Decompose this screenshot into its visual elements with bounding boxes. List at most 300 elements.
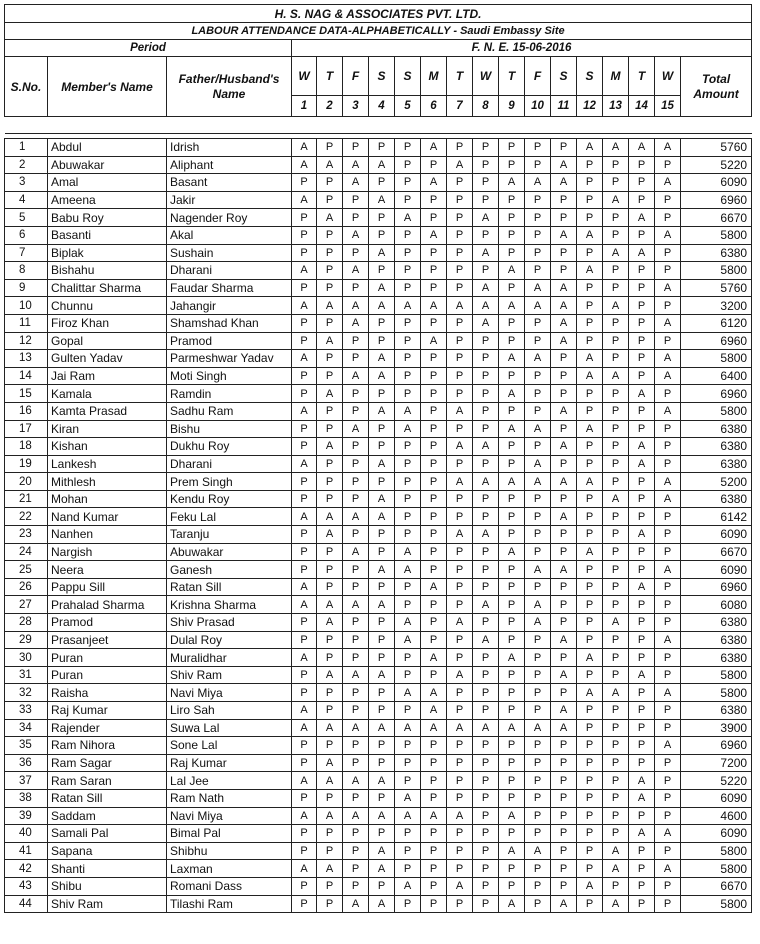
attendance-mark: P	[343, 191, 369, 209]
attendance-mark: A	[343, 420, 369, 438]
attendance-mark: P	[447, 508, 473, 526]
attendance-mark: P	[447, 737, 473, 755]
attendance-mark: P	[577, 825, 603, 843]
row-total-amount: 5200	[681, 473, 752, 491]
attendance-mark: P	[499, 490, 525, 508]
attendance-mark: A	[317, 754, 343, 772]
attendance-mark: P	[577, 561, 603, 579]
attendance-mark: P	[629, 420, 655, 438]
attendance-mark: A	[447, 297, 473, 315]
attendance-mark: P	[603, 578, 629, 596]
row-father-name: Bimal Pal	[167, 825, 292, 843]
attendance-mark: P	[629, 702, 655, 720]
attendance-mark: P	[603, 825, 629, 843]
attendance-mark: P	[473, 825, 499, 843]
attendance-mark: P	[603, 262, 629, 280]
attendance-mark: P	[447, 578, 473, 596]
attendance-mark: A	[551, 279, 577, 297]
attendance-mark: P	[317, 350, 343, 368]
attendance-mark: P	[629, 719, 655, 737]
attendance-mark: P	[421, 402, 447, 420]
attendance-mark: A	[655, 631, 681, 649]
attendance-mark: P	[551, 526, 577, 544]
attendance-mark: P	[343, 455, 369, 473]
row-member-name: Shanti	[48, 860, 167, 878]
row-member-name: Shiv Ram	[48, 895, 167, 913]
attendance-mark: A	[421, 702, 447, 720]
row-total-amount: 6080	[681, 596, 752, 614]
attendance-mark: A	[551, 719, 577, 737]
attendance-mark: P	[395, 772, 421, 790]
attendance-mark: A	[292, 191, 317, 209]
attendance-mark: P	[447, 420, 473, 438]
attendance-mark: A	[421, 226, 447, 244]
attendance-mark: P	[655, 578, 681, 596]
row-father-name: Sadhu Ram	[167, 402, 292, 420]
attendance-mark: P	[447, 244, 473, 262]
header-day-number: 6	[421, 96, 447, 117]
row-total-amount: 6960	[681, 191, 752, 209]
attendance-mark: P	[577, 156, 603, 174]
row-sno: 34	[5, 719, 48, 737]
attendance-mark: A	[317, 209, 343, 227]
attendance-mark: A	[629, 666, 655, 684]
attendance-mark: P	[629, 332, 655, 350]
attendance-mark: P	[292, 332, 317, 350]
attendance-mark: A	[473, 438, 499, 456]
table-row	[5, 614, 752, 632]
row-sno: 9	[5, 279, 48, 297]
attendance-mark: A	[655, 561, 681, 579]
row-sno: 5	[5, 209, 48, 227]
attendance-mark: P	[577, 772, 603, 790]
attendance-mark: P	[473, 895, 499, 913]
attendance-mark: A	[447, 402, 473, 420]
table-row	[5, 578, 752, 596]
attendance-mark: P	[629, 737, 655, 755]
attendance-mark: P	[603, 279, 629, 297]
row-sno: 44	[5, 895, 48, 913]
attendance-mark: P	[551, 543, 577, 561]
attendance-mark: A	[473, 631, 499, 649]
row-total-amount: 6380	[681, 649, 752, 667]
attendance-mark: A	[629, 455, 655, 473]
attendance-mark: A	[577, 139, 603, 157]
attendance-mark: P	[551, 262, 577, 280]
row-member-name: Gulten Yadav	[48, 350, 167, 368]
row-father-name: Prem Singh	[167, 473, 292, 491]
attendance-mark: P	[551, 420, 577, 438]
attendance-mark: P	[525, 209, 551, 227]
attendance-mark: P	[603, 314, 629, 332]
table-row	[5, 420, 752, 438]
attendance-mark: A	[551, 895, 577, 913]
table-row	[5, 789, 752, 807]
attendance-mark: P	[499, 789, 525, 807]
attendance-mark: P	[655, 842, 681, 860]
attendance-mark: P	[369, 702, 395, 720]
attendance-mark: A	[473, 297, 499, 315]
attendance-mark: P	[369, 754, 395, 772]
attendance-mark: A	[369, 156, 395, 174]
attendance-mark: P	[603, 156, 629, 174]
attendance-mark: P	[421, 614, 447, 632]
attendance-mark: A	[343, 508, 369, 526]
attendance-mark: A	[447, 473, 473, 491]
blank-separator	[5, 117, 752, 134]
attendance-mark: P	[577, 314, 603, 332]
attendance-mark: P	[421, 244, 447, 262]
attendance-mark: A	[369, 508, 395, 526]
attendance-mark: A	[473, 209, 499, 227]
attendance-mark: A	[629, 438, 655, 456]
attendance-mark: P	[473, 754, 499, 772]
attendance-mark: A	[447, 526, 473, 544]
row-member-name: Lankesh	[48, 455, 167, 473]
attendance-mark: P	[551, 596, 577, 614]
attendance-mark: A	[551, 508, 577, 526]
attendance-mark: A	[395, 297, 421, 315]
attendance-mark: A	[395, 807, 421, 825]
table-row	[5, 473, 752, 491]
attendance-mark: P	[369, 578, 395, 596]
header-weekday: T	[447, 57, 473, 96]
attendance-mark: A	[577, 262, 603, 280]
attendance-mark: P	[499, 737, 525, 755]
attendance-mark: P	[629, 473, 655, 491]
attendance-mark: P	[292, 684, 317, 702]
attendance-mark: P	[577, 702, 603, 720]
attendance-mark: P	[525, 807, 551, 825]
attendance-mark: A	[395, 684, 421, 702]
attendance-mark: P	[447, 490, 473, 508]
attendance-mark: A	[343, 297, 369, 315]
attendance-mark: P	[577, 244, 603, 262]
attendance-mark: A	[369, 842, 395, 860]
attendance-mark: P	[577, 402, 603, 420]
attendance-mark: P	[395, 244, 421, 262]
attendance-mark: A	[343, 772, 369, 790]
attendance-mark: P	[317, 842, 343, 860]
attendance-mark: A	[473, 526, 499, 544]
header-member-name: Member's Name	[48, 57, 167, 117]
row-father-name: Romani Dass	[167, 877, 292, 895]
attendance-mark: A	[395, 789, 421, 807]
attendance-mark: A	[551, 174, 577, 192]
row-father-name: Nagender Roy	[167, 209, 292, 227]
row-father-name: Pramod	[167, 332, 292, 350]
attendance-mark: A	[292, 508, 317, 526]
attendance-mark: P	[577, 385, 603, 403]
attendance-mark: A	[447, 666, 473, 684]
attendance-mark: P	[551, 209, 577, 227]
attendance-mark: P	[447, 772, 473, 790]
attendance-sheet	[4, 4, 752, 913]
attendance-mark: A	[525, 297, 551, 315]
attendance-mark: A	[499, 543, 525, 561]
table-row	[5, 314, 752, 332]
row-sno: 28	[5, 614, 48, 632]
attendance-mark: P	[551, 789, 577, 807]
attendance-mark: P	[395, 578, 421, 596]
table-row	[5, 438, 752, 456]
attendance-mark: P	[499, 332, 525, 350]
attendance-mark: A	[292, 807, 317, 825]
row-father-name: Muralidhar	[167, 649, 292, 667]
attendance-mark: A	[525, 719, 551, 737]
attendance-mark: A	[343, 666, 369, 684]
attendance-mark: P	[603, 789, 629, 807]
attendance-mark: P	[551, 842, 577, 860]
attendance-mark: P	[317, 649, 343, 667]
attendance-mark: P	[577, 438, 603, 456]
attendance-mark: P	[655, 702, 681, 720]
row-father-name: Sushain	[167, 244, 292, 262]
row-member-name: Pramod	[48, 614, 167, 632]
attendance-mark: A	[551, 702, 577, 720]
row-total-amount: 6090	[681, 174, 752, 192]
row-father-name: Shiv Ram	[167, 666, 292, 684]
attendance-mark: A	[447, 156, 473, 174]
attendance-mark: P	[369, 543, 395, 561]
attendance-mark: A	[369, 561, 395, 579]
attendance-mark: A	[551, 314, 577, 332]
attendance-mark: A	[551, 438, 577, 456]
attendance-mark: P	[473, 702, 499, 720]
table-row	[5, 631, 752, 649]
attendance-mark: A	[655, 279, 681, 297]
attendance-mark: P	[447, 561, 473, 579]
row-sno: 37	[5, 772, 48, 790]
attendance-mark: P	[343, 649, 369, 667]
attendance-mark: A	[369, 402, 395, 420]
attendance-mark: P	[655, 420, 681, 438]
attendance-mark: P	[499, 367, 525, 385]
attendance-mark: P	[421, 543, 447, 561]
table-row	[5, 262, 752, 280]
table-row	[5, 877, 752, 895]
attendance-mark: P	[421, 191, 447, 209]
row-sno: 11	[5, 314, 48, 332]
attendance-mark: P	[292, 543, 317, 561]
attendance-mark: A	[292, 156, 317, 174]
row-sno: 38	[5, 789, 48, 807]
attendance-mark: P	[317, 420, 343, 438]
attendance-mark: A	[421, 578, 447, 596]
header-day-number: 13	[603, 96, 629, 117]
attendance-mark: A	[577, 684, 603, 702]
attendance-mark: P	[525, 526, 551, 544]
attendance-mark: A	[421, 719, 447, 737]
row-member-name: Mohan	[48, 490, 167, 508]
attendance-mark: P	[292, 473, 317, 491]
attendance-mark: P	[629, 614, 655, 632]
attendance-mark: A	[629, 825, 655, 843]
table-row	[5, 367, 752, 385]
attendance-mark: P	[473, 508, 499, 526]
row-total-amount: 5800	[681, 262, 752, 280]
attendance-mark: P	[629, 860, 655, 878]
attendance-mark: P	[603, 754, 629, 772]
row-sno: 6	[5, 226, 48, 244]
row-sno: 18	[5, 438, 48, 456]
row-member-name: Prahalad Sharma	[48, 596, 167, 614]
attendance-mark: A	[551, 561, 577, 579]
attendance-mark: A	[603, 860, 629, 878]
row-total-amount: 6380	[681, 614, 752, 632]
attendance-mark: P	[525, 895, 551, 913]
row-member-name: Amal	[48, 174, 167, 192]
row-sno: 20	[5, 473, 48, 491]
table-row	[5, 895, 752, 913]
attendance-mark: P	[499, 825, 525, 843]
row-father-name: Jahangir	[167, 297, 292, 315]
attendance-mark: P	[499, 209, 525, 227]
attendance-mark: A	[369, 244, 395, 262]
row-total-amount: 5800	[681, 684, 752, 702]
row-total-amount: 6380	[681, 702, 752, 720]
attendance-mark: P	[343, 244, 369, 262]
row-sno: 30	[5, 649, 48, 667]
attendance-mark: A	[525, 561, 551, 579]
attendance-mark: A	[395, 420, 421, 438]
attendance-mark: P	[525, 156, 551, 174]
attendance-mark: P	[551, 877, 577, 895]
attendance-mark: A	[577, 543, 603, 561]
row-total-amount: 3200	[681, 297, 752, 315]
row-sno: 22	[5, 508, 48, 526]
attendance-mark: P	[395, 226, 421, 244]
row-father-name: Tilashi Ram	[167, 895, 292, 913]
attendance-mark: P	[369, 631, 395, 649]
attendance-mark: A	[629, 385, 655, 403]
attendance-mark: P	[577, 860, 603, 878]
attendance-mark: P	[447, 209, 473, 227]
attendance-mark: P	[292, 561, 317, 579]
attendance-mark: P	[603, 543, 629, 561]
attendance-mark: P	[655, 385, 681, 403]
header-day-number: 11	[551, 96, 577, 117]
row-sno: 25	[5, 561, 48, 579]
attendance-mark: A	[395, 877, 421, 895]
attendance-mark: P	[292, 789, 317, 807]
attendance-mark: P	[447, 367, 473, 385]
attendance-mark: A	[292, 262, 317, 280]
row-father-name: Lal Jee	[167, 772, 292, 790]
attendance-mark: A	[317, 156, 343, 174]
row-total-amount: 5800	[681, 895, 752, 913]
attendance-mark: A	[447, 438, 473, 456]
row-father-name: Faudar Sharma	[167, 279, 292, 297]
table-row	[5, 244, 752, 262]
attendance-mark: P	[447, 789, 473, 807]
attendance-mark: P	[551, 754, 577, 772]
attendance-mark: A	[369, 666, 395, 684]
attendance-mark: P	[292, 631, 317, 649]
attendance-mark: P	[473, 860, 499, 878]
header-weekday: F	[525, 57, 551, 96]
row-father-name: Idrish	[167, 139, 292, 157]
row-father-name: Dulal Roy	[167, 631, 292, 649]
row-total-amount: 6090	[681, 561, 752, 579]
table-row	[5, 402, 752, 420]
attendance-mark: P	[655, 649, 681, 667]
attendance-mark: P	[551, 578, 577, 596]
attendance-mark: P	[577, 490, 603, 508]
attendance-mark: P	[447, 631, 473, 649]
attendance-mark: A	[603, 297, 629, 315]
attendance-mark: A	[499, 262, 525, 280]
row-father-name: Laxman	[167, 860, 292, 878]
row-total-amount: 5800	[681, 666, 752, 684]
attendance-mark: A	[603, 139, 629, 157]
attendance-mark: P	[473, 490, 499, 508]
attendance-mark: P	[447, 279, 473, 297]
attendance-mark: P	[292, 825, 317, 843]
row-father-name: Ratan Sill	[167, 578, 292, 596]
row-father-name: Shiv Prasad	[167, 614, 292, 632]
attendance-mark: A	[317, 526, 343, 544]
header-day-number: 15	[655, 96, 681, 117]
attendance-mark: P	[421, 526, 447, 544]
table-row	[5, 807, 752, 825]
attendance-mark: P	[603, 596, 629, 614]
row-total-amount: 6380	[681, 631, 752, 649]
attendance-mark: P	[577, 578, 603, 596]
attendance-mark: A	[369, 860, 395, 878]
row-member-name: Abuwakar	[48, 156, 167, 174]
row-member-name: Kiran	[48, 420, 167, 438]
attendance-mark: A	[655, 473, 681, 491]
attendance-mark: P	[473, 420, 499, 438]
row-member-name: Samali Pal	[48, 825, 167, 843]
attendance-mark: P	[603, 719, 629, 737]
company-name: H. S. NAG & ASSOCIATES PVT. LTD.	[5, 5, 752, 23]
attendance-mark: A	[369, 297, 395, 315]
attendance-mark: A	[317, 332, 343, 350]
attendance-mark: P	[499, 526, 525, 544]
attendance-mark: P	[655, 209, 681, 227]
attendance-mark: P	[369, 209, 395, 227]
attendance-mark: P	[395, 174, 421, 192]
attendance-mark: P	[395, 314, 421, 332]
header-day-number: 14	[629, 96, 655, 117]
attendance-mark: P	[395, 367, 421, 385]
row-sno: 2	[5, 156, 48, 174]
attendance-mark: A	[395, 614, 421, 632]
attendance-mark: P	[525, 877, 551, 895]
attendance-mark: P	[499, 156, 525, 174]
attendance-mark: A	[317, 614, 343, 632]
row-member-name: Ameena	[48, 191, 167, 209]
row-member-name: Ratan Sill	[48, 789, 167, 807]
row-father-name: Abuwakar	[167, 543, 292, 561]
attendance-mark: A	[369, 772, 395, 790]
row-father-name: Bishu	[167, 420, 292, 438]
attendance-mark: P	[499, 877, 525, 895]
attendance-mark: A	[292, 860, 317, 878]
attendance-mark: P	[447, 139, 473, 157]
row-father-name: Moti Singh	[167, 367, 292, 385]
header-weekday: F	[343, 57, 369, 96]
attendance-mark: P	[369, 420, 395, 438]
attendance-mark: P	[629, 191, 655, 209]
table-row	[5, 385, 752, 403]
attendance-mark: P	[603, 877, 629, 895]
attendance-mark: A	[577, 350, 603, 368]
attendance-mark: P	[655, 191, 681, 209]
attendance-mark: P	[421, 860, 447, 878]
